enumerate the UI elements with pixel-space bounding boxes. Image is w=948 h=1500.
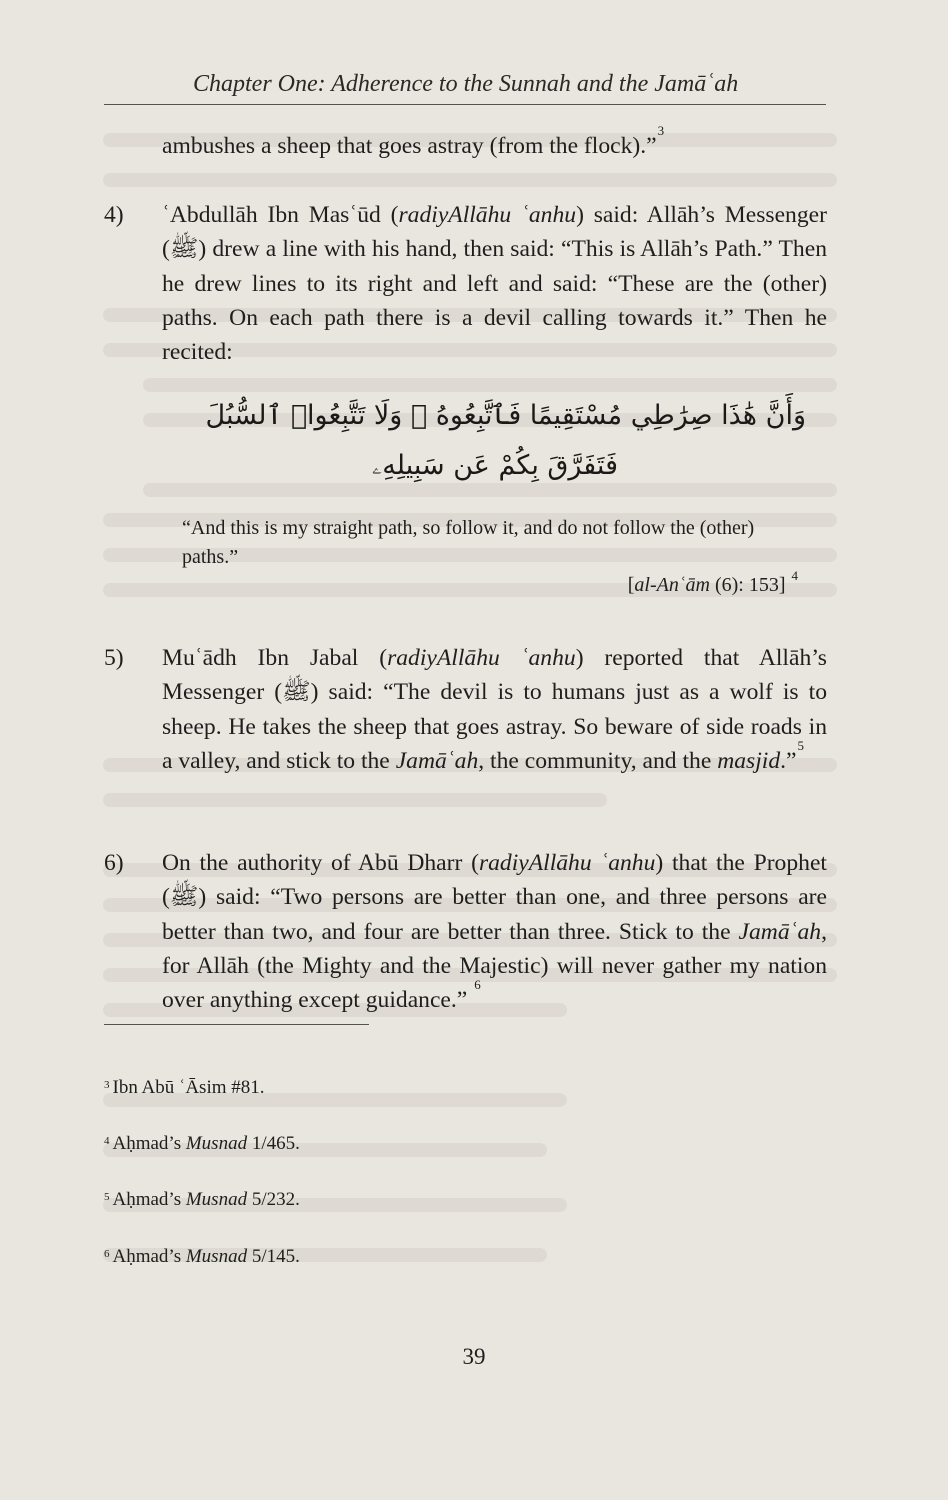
italic-term: radiyAllāhu ʿanhu: [387, 645, 576, 671]
footnote-4: $^4$ Aḥmad’s Musnad 1/465.: [104, 1133, 300, 1154]
item-paragraph-4: [162, 198, 827, 369]
paragraph-text: ʿAbdullāh Ibn Masʿūd (: [162, 202, 399, 228]
paragraph-text: , for Allāh (the Mighty and the Majestic) will never gather my nation over anything except guidance.”: [162, 918, 827, 1014]
running-head: Chapter One: Adherence to the Sunnah and the Jamāʿah: [193, 71, 739, 97]
verse-translation: “And this is my straight path, so follow it, and do not follow the (other) paths.”: [182, 517, 755, 568]
paragraph-text: , the community, and the: [478, 747, 718, 774]
item-number: 4): [104, 202, 124, 228]
footnote-5: $^5$ Aḥmad’s Musnad 5/232.: [104, 1189, 300, 1210]
italic-term: radiyAllāhu ʿanhu: [478, 850, 656, 876]
footnote-ref: 5: [797, 737, 805, 753]
italic-term: Jamāʿah: [738, 918, 822, 945]
paragraph-text: .”: [780, 747, 797, 774]
footnote-ref: 4: [791, 568, 798, 583]
item-paragraph-5: [162, 641, 827, 778]
surah-name: al-Anʿām: [634, 574, 710, 596]
verse-citation: [al-Anʿām (6): 153] $^4$: [627, 568, 798, 596]
footnote-3: $^3$ Ibn Abū ʿĀsim #81.: [104, 1077, 265, 1098]
paragraph-text: On the authority of Abū Dharr (: [162, 850, 479, 876]
footnote-rule: [104, 1024, 369, 1025]
italic-term: Jamāʿah: [395, 747, 479, 774]
item-number: 6): [104, 850, 124, 876]
arabic-verse-line-1: وَأَنَّ هَٰذَا صِرَٰطِي مُسْتَقِيمًا فَٱتَّبِعُوهُ ۖ وَلَا تَتَّبِعُوا۟ ٱلسُّبُلَ: [205, 400, 806, 431]
item-paragraph-6: [162, 846, 827, 1017]
page-number: 39: [462, 1344, 486, 1369]
paragraph-text: ) reported that Allāh’s Messenger (ﷺ) said: “The devil is to humans just as a wolf is to sheep. He takes the sheep that goes astray. So beware of side roads in a valley, and stick to the: [162, 645, 827, 774]
footnote-ref: 3: [657, 123, 665, 138]
italic-term: masjid: [717, 747, 781, 774]
header-rule: [104, 104, 826, 105]
paragraph-text: ) said: Allāh’s Messenger (ﷺ) drew a line with his hand, then said: “This is Allāh’s Path.” Then he drew lines to its right and left and said: “These are the (other) paths. On each path there is a devil calling towards it.” Then he recited:: [162, 202, 827, 366]
continuation-paragraph: [162, 123, 827, 163]
footnote-ref: 6: [474, 977, 481, 993]
footnote-6: $^6$ Aḥmad’s Musnad 5/145.: [104, 1246, 300, 1267]
continuation-text: ambushes a sheep that goes astray (from the flock).”: [162, 133, 657, 159]
paragraph-text: ) that the Prophet (ﷺ) said: “Two persons are better than one, and three persons are better than two, and four are better than three. Stick to the: [162, 850, 827, 945]
arabic-verse-line-2: فَتَفَرَّقَ بِكُمْ عَن سَبِيلِهِۦ: [372, 450, 618, 481]
italic-term: radiyAllāhu ʿanhu: [398, 202, 577, 228]
paragraph-text: Muʿādh Ibn Jabal (: [162, 645, 388, 671]
item-number: 5): [104, 645, 124, 671]
